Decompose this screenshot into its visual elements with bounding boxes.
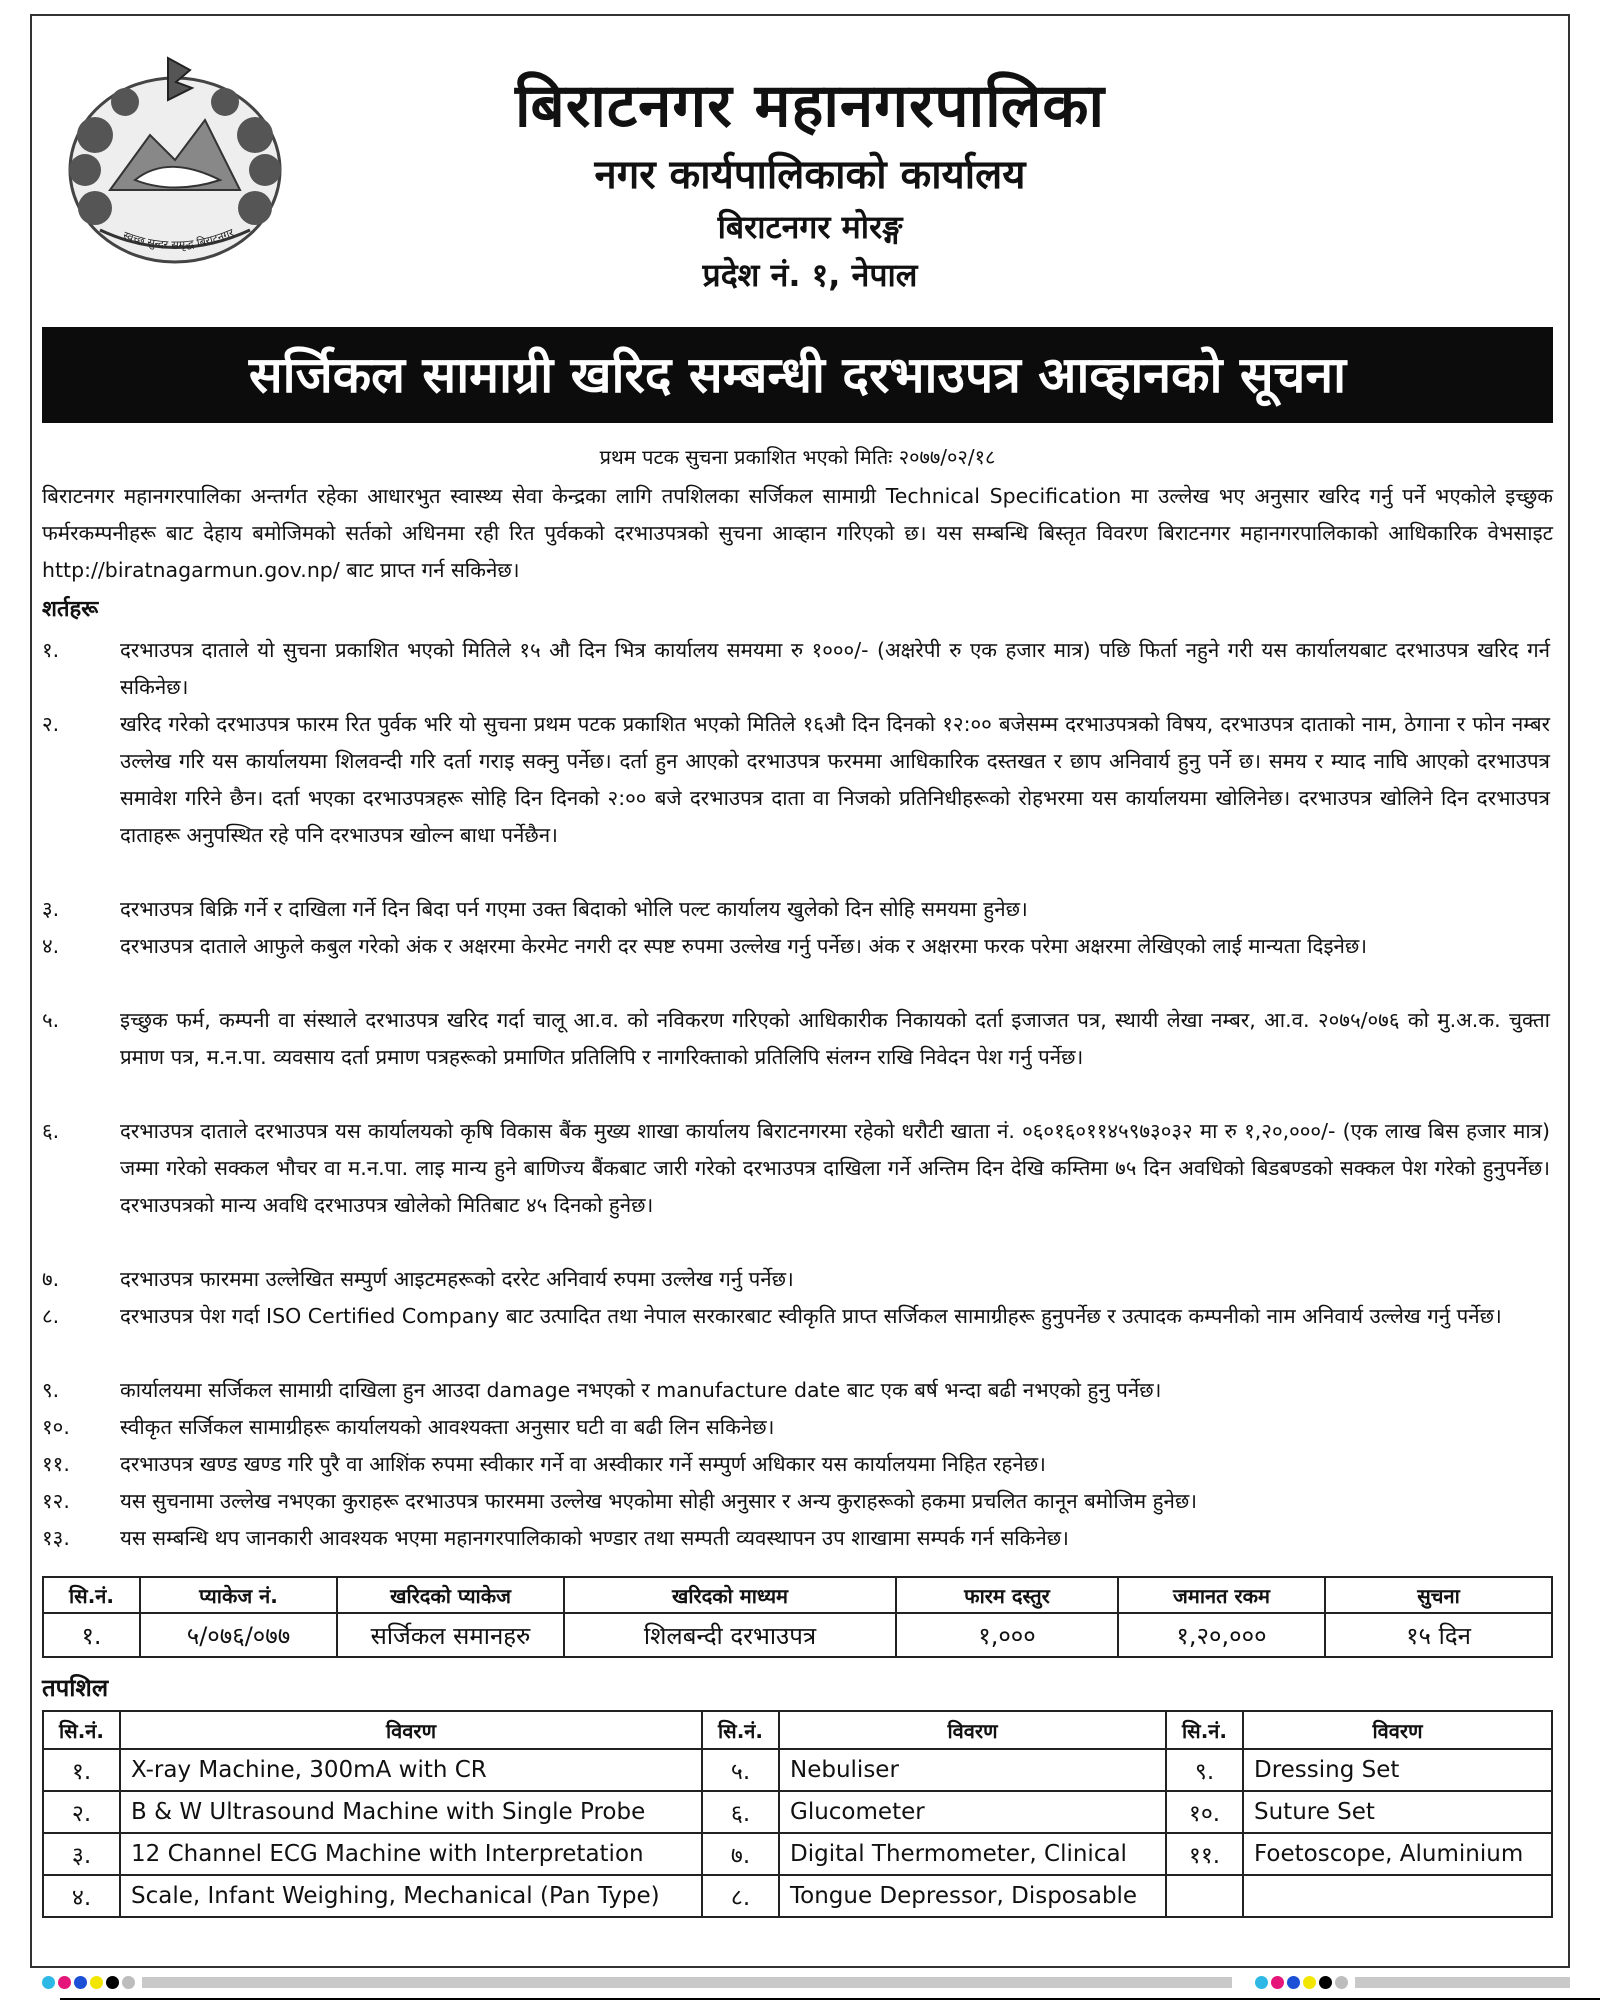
schedule-heading: तपशिल bbox=[42, 1674, 109, 1702]
term-number: ९. bbox=[42, 1378, 60, 1402]
term-text: दरभाउपत्र दाताले दरभाउपत्र यस कार्यालयको कृषि विकास बैंक मुख्य शाखा कार्यालय बिराटनगरमा रहेको धरौटी खाता नं. ०६०१६०११४५९७३०३२ मा रु १,२०,०००/- (एक लाख बिस हजार मात्र) जम्मा गरेको सक्कल भौचर वा म.न.पा. लाइ मान्य हुने बाणिज्य बैंकबाट जारी गरेको दरभाउपत्र दाखिला गर्ने अन्तिम दिन देखि कम्तिमा ७५ दिन अवधिको बिडबण्डको सक्कल पेश गरेको हुनुपर्नेछ। दरभाउपत्रको मान्य अवधि दरभाउपत्र खोलेको मितिबाट ४५ दिनको हुनेछ। bbox=[120, 1119, 1550, 1217]
nepal-emblem-icon bbox=[40, 40, 310, 280]
term-text: यस सुचनामा उल्लेख नभएका कुराहरू दरभाउपत्र फारममा उल्लेख भएकोमा सोही अनुसार र अन्य कुराहरूको हकमा प्रचलित कानून बमोजिम हुनेछ। bbox=[120, 1489, 1198, 1513]
package-table bbox=[42, 1576, 1553, 1658]
column-header: खरिदको प्याकेज bbox=[337, 1577, 564, 1613]
column-header: सि.नं. bbox=[1166, 1711, 1243, 1749]
province-line: प्रदेश नं. १, नेपाल bbox=[702, 256, 918, 294]
term-number: ४. bbox=[42, 934, 60, 958]
term-text: कार्यालयमा सर्जिकल सामाग्री दाखिला हुन आउदा damage नभएको र manufacture date बाट एक बर्ष भन्दा बढी नभएको हुनु पर्नेछ। bbox=[120, 1378, 1162, 1402]
table-cell bbox=[1166, 1875, 1243, 1917]
published-date: प्रथम पटक सुचना प्रकाशित भएको मितिः २०७७/०२/१८ bbox=[599, 445, 996, 469]
term-number: ७. bbox=[42, 1267, 60, 1291]
table-cell: शिलबन्दी दरभाउपत्र bbox=[564, 1613, 896, 1657]
term-text: दरभाउपत्र फारममा उल्लेखित सम्पुर्ण आइटमहरूको दररेट अनिवार्य रुपमा उल्लेख गर्नु पर्नेछ। bbox=[120, 1267, 794, 1291]
term-number: ५. bbox=[42, 1008, 60, 1032]
table-cell: Nebuliser bbox=[779, 1749, 1166, 1791]
table-cell: Tongue Depressor, Disposable bbox=[779, 1875, 1166, 1917]
term-number: १०. bbox=[42, 1415, 70, 1439]
term-text: दरभाउपत्र बिक्रि गर्ने र दाखिला गर्ने दिन बिदा पर्न गएमा उक्त बिदाको भोलि पल्ट कार्यालय खुलेको दिन सोहि समयमा हुनेछ। bbox=[120, 897, 1028, 921]
table-cell: B & W Ultrasound Machine with Single Probe bbox=[120, 1791, 702, 1833]
table-cell: १०. bbox=[1166, 1791, 1243, 1833]
print-dot bbox=[90, 1976, 103, 1989]
print-dot bbox=[106, 1976, 119, 1989]
column-header: सि.नं. bbox=[43, 1711, 120, 1749]
column-header: विवरण bbox=[120, 1711, 702, 1749]
table-cell: ११. bbox=[1166, 1833, 1243, 1875]
table-cell: १. bbox=[43, 1613, 140, 1657]
term-number: २. bbox=[42, 712, 60, 736]
term-number: १३. bbox=[42, 1526, 70, 1550]
print-gray-bar bbox=[1355, 1977, 1570, 1988]
term-text: दरभाउपत्र दाताले आफुले कबुल गरेको अंक र अक्षरमा केरमेट नगरी दर स्पष्ट रुपमा उल्लेख गर्नु पर्नेछ। अंक र अक्षरमा फरक परेमा अक्षरमा लेखिएको लाई मान्यता दिइनेछ। bbox=[120, 934, 1368, 958]
print-dot bbox=[1319, 1976, 1332, 1989]
table-cell: १५ दिन bbox=[1325, 1613, 1552, 1657]
table-cell: सर्जिकल समानहरु bbox=[337, 1613, 564, 1657]
term-number: ११. bbox=[42, 1452, 70, 1476]
table-cell: ६. bbox=[702, 1791, 779, 1833]
print-dot bbox=[1255, 1976, 1268, 1989]
column-header: विवरण bbox=[779, 1711, 1166, 1749]
table-cell: Scale, Infant Weighing, Mechanical (Pan Type) bbox=[120, 1875, 702, 1917]
print-registration-bar bbox=[0, 1968, 1607, 1998]
table-cell: Dressing Set bbox=[1243, 1749, 1552, 1791]
column-header: खरिदको माध्यम bbox=[564, 1577, 896, 1613]
svg-text:स्वच्छ सुन्दर समृद्ध बिराटनगर: स्वच्छ सुन्दर समृद्ध बिराटनगर bbox=[121, 225, 236, 252]
table-cell: X-ray Machine, 300mA with CR bbox=[120, 1749, 702, 1791]
print-dot bbox=[1271, 1976, 1284, 1989]
terms-heading: शर्तहरू bbox=[42, 597, 99, 622]
column-header: सि.नं. bbox=[702, 1711, 779, 1749]
print-gray-bar bbox=[142, 1977, 1232, 1988]
table-row bbox=[43, 1791, 1552, 1833]
table-header-row bbox=[43, 1577, 1552, 1613]
table-cell: ५. bbox=[702, 1749, 779, 1791]
column-header: विवरण bbox=[1243, 1711, 1552, 1749]
term-text: यस सम्बन्धि थप जानकारी आवश्यक भएमा महानगरपालिकाको भण्डार तथा सम्पती व्यवस्थापन उप शाखामा सम्पर्क गर्न सकिनेछ। bbox=[120, 1526, 1069, 1550]
table-cell: 12 Channel ECG Machine with Interpretation bbox=[120, 1833, 702, 1875]
column-header: फारम दस्तुर bbox=[896, 1577, 1118, 1613]
bottom-rule bbox=[60, 1998, 1600, 2000]
table-cell: ४. bbox=[43, 1875, 120, 1917]
term-text: खरिद गरेको दरभाउपत्र फारम रित पुर्वक भरि यो सुचना प्रथम पटक प्रकाशित भएको मितिले १६औ दिन दिनको १२:०० बजेसम्म दरभाउपत्रको विषय, दरभाउपत्र दाताको नाम, ठेगाना र फोन नम्बर उल्लेख गरि यस कार्यालयमा शिलवन्दी गरि दर्ता गराइ सक्नु पर्नेछ। दर्ता हुन आएको दरभाउपत्र फरममा आधिकारिक दस्तखत र छाप अनिवार्य हुनु पर्ने छ। समय र म्याद नाघि आएको दरभाउपत्र समावेश गरिने छैन। दर्ता भएका दरभाउपत्रहरू सोहि दिन दिनको २:०० बजे दरभाउपत्र दाता वा निजको प्रतिनिधीहरूको रोहभरमा यस कार्यालयमा खोलिनेछ। दरभाउपत्र खोलिने दिन दरभाउपत्र दाताहरू अनुपस्थित रहे पनि दरभाउपत्र खोल्न बाधा पर्नेछैन। bbox=[120, 712, 1550, 847]
table-row bbox=[43, 1833, 1552, 1875]
location-line: बिराटनगर मोरङ्ग bbox=[717, 208, 903, 246]
print-dot bbox=[1335, 1976, 1348, 1989]
table-cell: १,२०,००० bbox=[1118, 1613, 1325, 1657]
print-dot bbox=[42, 1976, 55, 1989]
table-cell: १. bbox=[43, 1749, 120, 1791]
items-table bbox=[42, 1710, 1553, 1918]
table-row bbox=[43, 1749, 1552, 1791]
table-cell: Suture Set bbox=[1243, 1791, 1552, 1833]
table-header-row bbox=[43, 1711, 1552, 1749]
print-dot bbox=[74, 1976, 87, 1989]
term-number: ६. bbox=[42, 1119, 60, 1143]
table-cell: Digital Thermometer, Clinical bbox=[779, 1833, 1166, 1875]
table-cell: ५/०७६/०७७ bbox=[140, 1613, 337, 1657]
municipality-title: बिराटनगर महानगरपालिका bbox=[515, 71, 1105, 141]
term-text: दरभाउपत्र दाताले यो सुचना प्रकाशित भएको मितिले १५ औ दिन भित्र कार्यालय समयमा रु १०००/- (अक्षरेपी रु एक हजार मात्र) पछि फिर्ता नहुने गरी यस कार्यालयबाट दरभाउपत्र खरिद गर्न सकिनेछ। bbox=[120, 638, 1550, 699]
table-cell: ९. bbox=[1166, 1749, 1243, 1791]
table-cell: १,००० bbox=[896, 1613, 1118, 1657]
column-header: प्याकेज नं. bbox=[140, 1577, 337, 1613]
table-cell: ७. bbox=[702, 1833, 779, 1875]
print-dot bbox=[122, 1976, 135, 1989]
table-cell: Glucometer bbox=[779, 1791, 1166, 1833]
term-text: स्वीकृत सर्जिकल सामाग्रीहरू कार्यालयको आवश्यक्ता अनुसार घटी वा बढी लिन सकिनेछ। bbox=[120, 1415, 775, 1439]
table-cell: Foetoscope, Aluminium bbox=[1243, 1833, 1552, 1875]
print-dot bbox=[58, 1976, 71, 1989]
table-row bbox=[43, 1875, 1552, 1917]
table-cell: ३. bbox=[43, 1833, 120, 1875]
column-header: सुचना bbox=[1325, 1577, 1552, 1613]
intro-paragraph: बिराटनगर महानगरपालिका अन्तर्गत रहेका आधारभुत स्वास्थ्य सेवा केन्द्रका लागि तपशिलका सर्जिकल सामाग्री Technical Specification मा उल्लेख भए अनुसार खरिद गर्नु पर्ने भएकोले इच्छुक फर्मरकम्पनीहरू बाट देहाय बमोजिमको सर्तको अधिनमा रही रित पुर्वकको दरभाउपत्रको सुचना आव्हान गरिएको छ। यस सम्बन्धि बिस्तृत विवरण बिराटनगर महानगरपालिकाको आधिकारिक वेभसाइट http://biratnagarmun.gov.np/ बाट प्राप्त गर्न सकिनेछ। bbox=[42, 484, 1553, 582]
term-number: १. bbox=[42, 638, 60, 662]
term-number: ८. bbox=[42, 1304, 60, 1328]
table-cell: ८. bbox=[702, 1875, 779, 1917]
office-subtitle: नगर कार्यपालिकाको कार्यालय bbox=[594, 152, 1026, 198]
column-header: सि.नं. bbox=[43, 1577, 140, 1613]
term-text: दरभाउपत्र खण्ड खण्ड गरि पुरै वा आशिंक रुपमा स्वीकार गर्ने वा अस्वीकार गर्ने सम्पुर्ण अधिकार यस कार्यालयमा निहित रहनेछ। bbox=[120, 1452, 1046, 1476]
page-border bbox=[30, 14, 1570, 1968]
print-dot bbox=[1287, 1976, 1300, 1989]
column-header: जमानत रकम bbox=[1118, 1577, 1325, 1613]
term-text: दरभाउपत्र पेश गर्दा ISO Certified Company बाट उत्पादित तथा नेपाल सरकारबाट स्वीकृति प्राप्त सर्जिकल सामाग्रीहरू हुनुपर्नेछ र उत्पादक कम्पनीको नाम अनिवार्य उल्लेख गर्नु पर्नेछ। bbox=[120, 1304, 1502, 1328]
term-number: १२. bbox=[42, 1489, 70, 1513]
term-text: इच्छुक फर्म, कम्पनी वा संस्थाले दरभाउपत्र खरिद गर्दा चालू आ.व. को नविकरण गरिएको आधिकारीक निकायको दर्ता इजाजत पत्र, स्थायी लेखा नम्बर, आ.व. २०७५/०७६ को मु.अ.क. चुक्ता प्रमाण पत्र, म.न.पा. व्यवसाय दर्ता प्रमाण पत्रहरूको प्रमाणित प्रतिलिपि र नागरिक्ताको प्रतिलिपि संलग्न राखि निवेदन पेश गर्नु पर्नेछ। bbox=[120, 1008, 1550, 1069]
notice-banner: सर्जिकल सामाग्री खरिद सम्बन्धी दरभाउपत्र आव्हानको सूचना bbox=[42, 327, 1553, 423]
table-row bbox=[43, 1613, 1552, 1657]
table-cell bbox=[1243, 1875, 1552, 1917]
table-cell: २. bbox=[43, 1791, 120, 1833]
term-number: ३. bbox=[42, 897, 60, 921]
print-dot bbox=[1303, 1976, 1316, 1989]
